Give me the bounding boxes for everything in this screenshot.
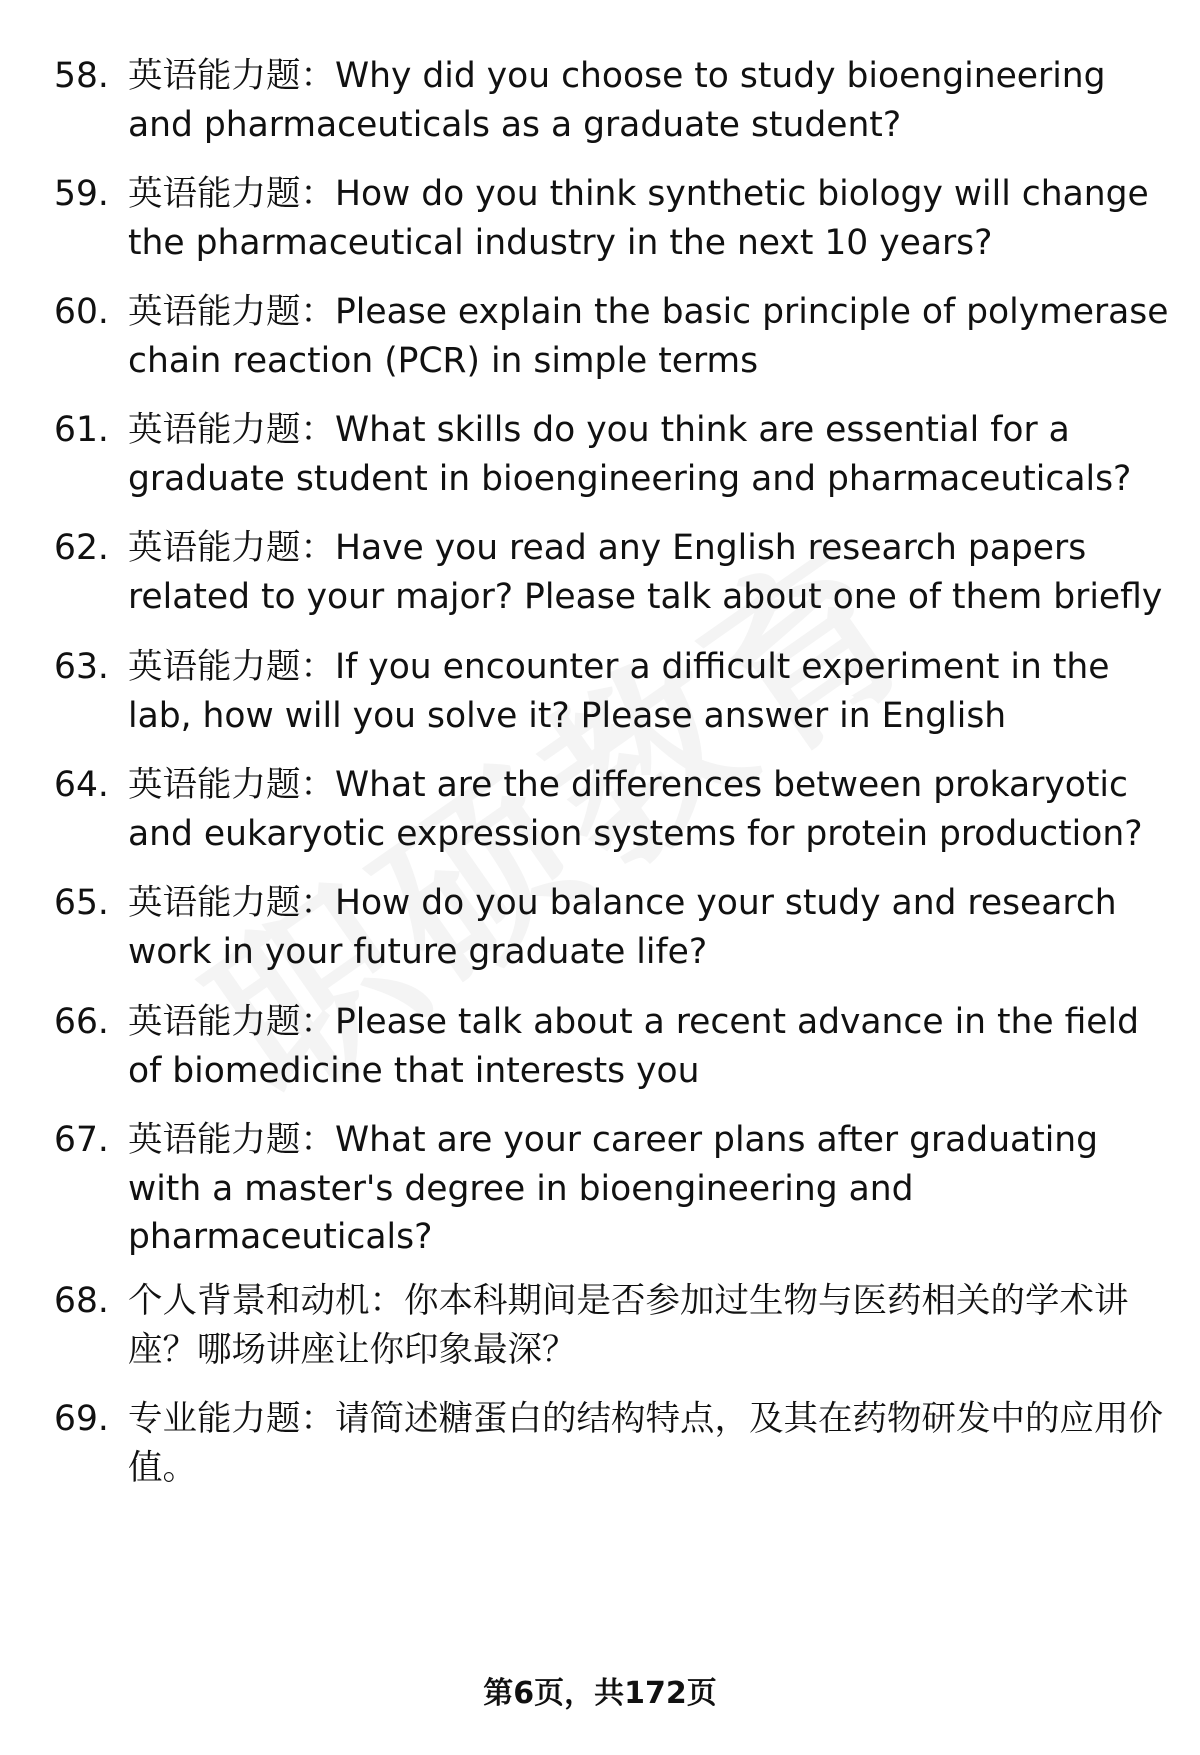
- question-number: 59.: [54, 174, 109, 214]
- question-item: [54, 998, 1174, 1095]
- question-text: 英语能力题：How do you balance your study and research work in your future graduate life?: [128, 883, 1117, 972]
- question-number: 69.: [54, 1399, 109, 1439]
- question-text: 专业能力题：请简述糖蛋白的结构特点，及其在药物研发中的应用价值。: [128, 1399, 1163, 1488]
- question-text: 英语能力题：Please explain the basic principle of polymerase chain reaction (PCR) in simple terms: [128, 292, 1169, 381]
- question-number: 60.: [54, 292, 109, 332]
- question-item: [54, 52, 1174, 149]
- question-text: 英语能力题：Please talk about a recent advance in the field of biomedicine that interests you: [128, 1002, 1140, 1091]
- question-number: 63.: [54, 647, 109, 687]
- question-item: [54, 170, 1174, 267]
- question-text: 英语能力题：What are the differences between prokaryotic and eukaryotic expression systems for protein production?: [128, 765, 1143, 854]
- question-text: 英语能力题：How do you think synthetic biology will change the pharmaceutical industry in the next 10 years?: [128, 174, 1149, 263]
- question-number: 58.: [54, 56, 109, 96]
- question-number: 64.: [54, 765, 109, 805]
- question-number: 66.: [54, 1002, 109, 1042]
- question-item: [54, 406, 1174, 503]
- question-item: [54, 1116, 1174, 1262]
- question-item: [54, 761, 1174, 858]
- question-item: [54, 879, 1174, 976]
- question-number: 65.: [54, 883, 109, 923]
- question-item: [54, 643, 1174, 740]
- question-item: [54, 524, 1174, 621]
- question-item: [54, 1395, 1174, 1492]
- question-text: 个人背景和动机：你本科期间是否参加过生物与医药相关的学术讲座？哪场讲座让你印象最深？: [128, 1281, 1129, 1370]
- question-text: 英语能力题：If you encounter a difficult experiment in the lab, how will you solve it? Please answer in English: [128, 647, 1110, 736]
- question-number: 68.: [54, 1281, 109, 1321]
- question-text: 英语能力题：Have you read any English research papers related to your major? Please talk about one of them briefly: [128, 528, 1163, 617]
- question-item: [54, 1277, 1174, 1374]
- question-text: 英语能力题：What skills do you think are essential for a graduate student in bioengineering and pharmaceuticals?: [128, 410, 1132, 499]
- question-number: 67.: [54, 1120, 109, 1160]
- question-number: 62.: [54, 528, 109, 568]
- question-item: [54, 288, 1174, 385]
- question-text: 英语能力题：Why did you choose to study bioengineering and pharmaceuticals as a graduate student?: [128, 56, 1106, 145]
- question-number: 61.: [54, 410, 109, 450]
- page-footer: 第6页，共172页: [483, 1676, 717, 1711]
- question-text: 英语能力题：What are your career plans after graduating with a master's degree in bioengineering and pharmaceuticals?: [128, 1120, 1099, 1257]
